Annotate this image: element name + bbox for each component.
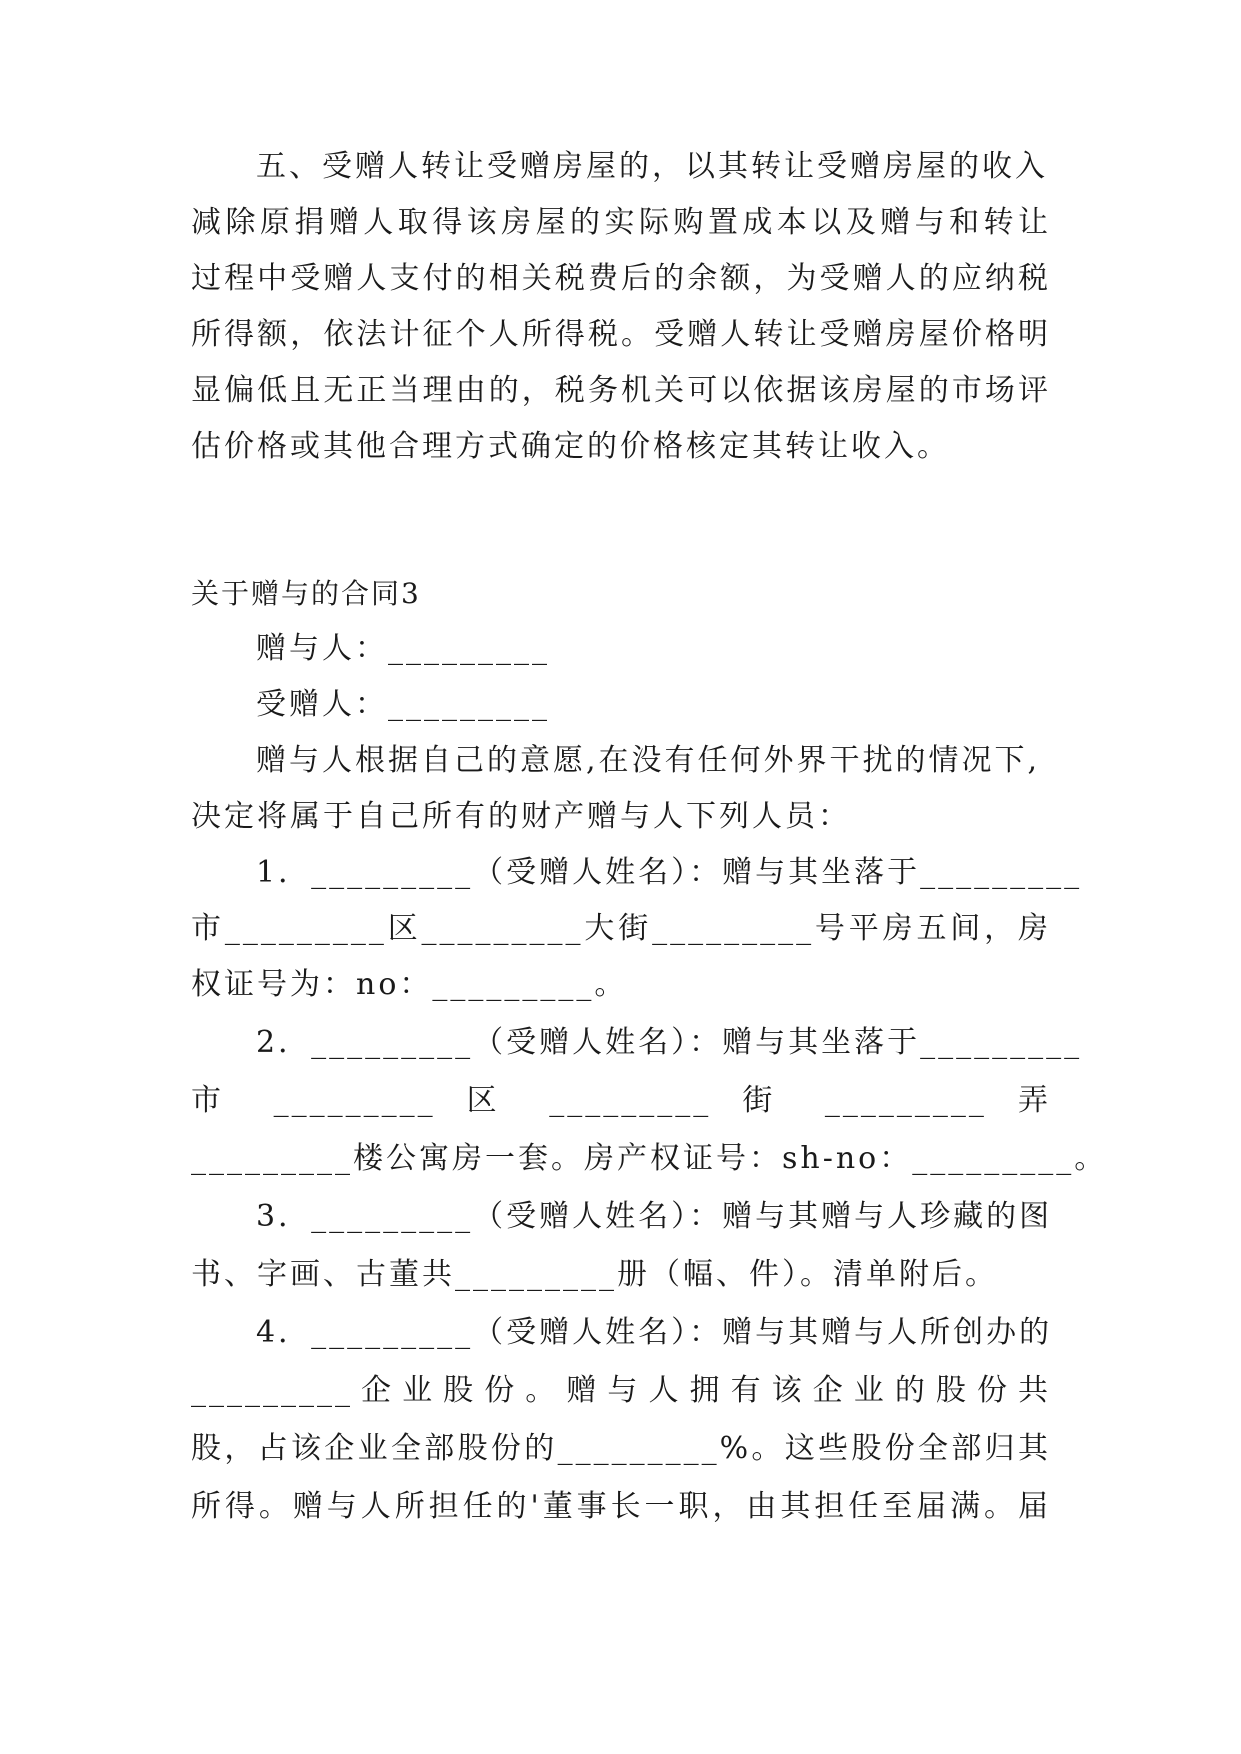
item-1-line: 市_________区_________大街_________号平房五间，房	[191, 911, 1051, 946]
donee-line: 受赠人：_________	[256, 687, 550, 722]
section-title: 关于赠与的合同3	[191, 577, 421, 610]
item-3-line: 3．_________（受赠人姓名）：赠与其赠与人珍藏的图	[256, 1199, 1053, 1234]
item-1-line: 权证号为：no：_________。	[191, 967, 628, 1002]
item-1-line: 1．_________（受赠人姓名）：赠与其坐落于_________	[256, 855, 1083, 890]
item-4-line: 所得。赠与人所担任的'董事长一职，由其担任至届满。届	[191, 1489, 1051, 1524]
intro-line: 赠与人根据自己的意愿,在没有任何外界干扰的情况下,	[256, 743, 1041, 778]
paragraph-line: 所得额，依法计征个人所得税。受赠人转让受赠房屋价格明	[191, 317, 1051, 352]
paragraph-line: 估价格或其他合理方式确定的价格核定其转让收入。	[191, 429, 950, 464]
donor-line: 赠与人：_________	[256, 631, 550, 666]
paragraph-line: 过程中受赠人支付的相关税费后的余额，为受赠人的应纳税	[191, 261, 1051, 296]
item-2-line: _________楼公寓房一套。房产权证号：sh-no：_________。	[191, 1141, 1108, 1176]
paragraph-line: 五、受赠人转让受赠房屋的，以其转让受赠房屋的收入	[256, 149, 1048, 184]
item-2-line: 市 _________ 区 _________ 街 _________ 弄	[191, 1083, 1051, 1118]
item-2-line: 2．_________（受赠人姓名）：赠与其坐落于_________	[256, 1025, 1083, 1060]
intro-line: 决定将属于自己所有的财产赠与人下列人员：	[191, 799, 851, 834]
paragraph-line: 显偏低且无正当理由的，税务机关可以依据该房屋的市场评	[191, 373, 1051, 408]
item-3-line: 书、字画、古董共_________册（幅、件）。清单附后。	[191, 1257, 998, 1292]
paragraph-line: 减除原捐赠人取得该房屋的实际购置成本以及赠与和转让	[191, 205, 1051, 240]
item-4-line: 股，占该企业全部股份的_________%。这些股份全部归其	[191, 1431, 1051, 1466]
item-4-line: 4．_________（受赠人姓名）：赠与其赠与人所创办的	[256, 1315, 1053, 1350]
item-4-line: _________企业股份。赠与人拥有该企业的股份共	[191, 1373, 1051, 1408]
